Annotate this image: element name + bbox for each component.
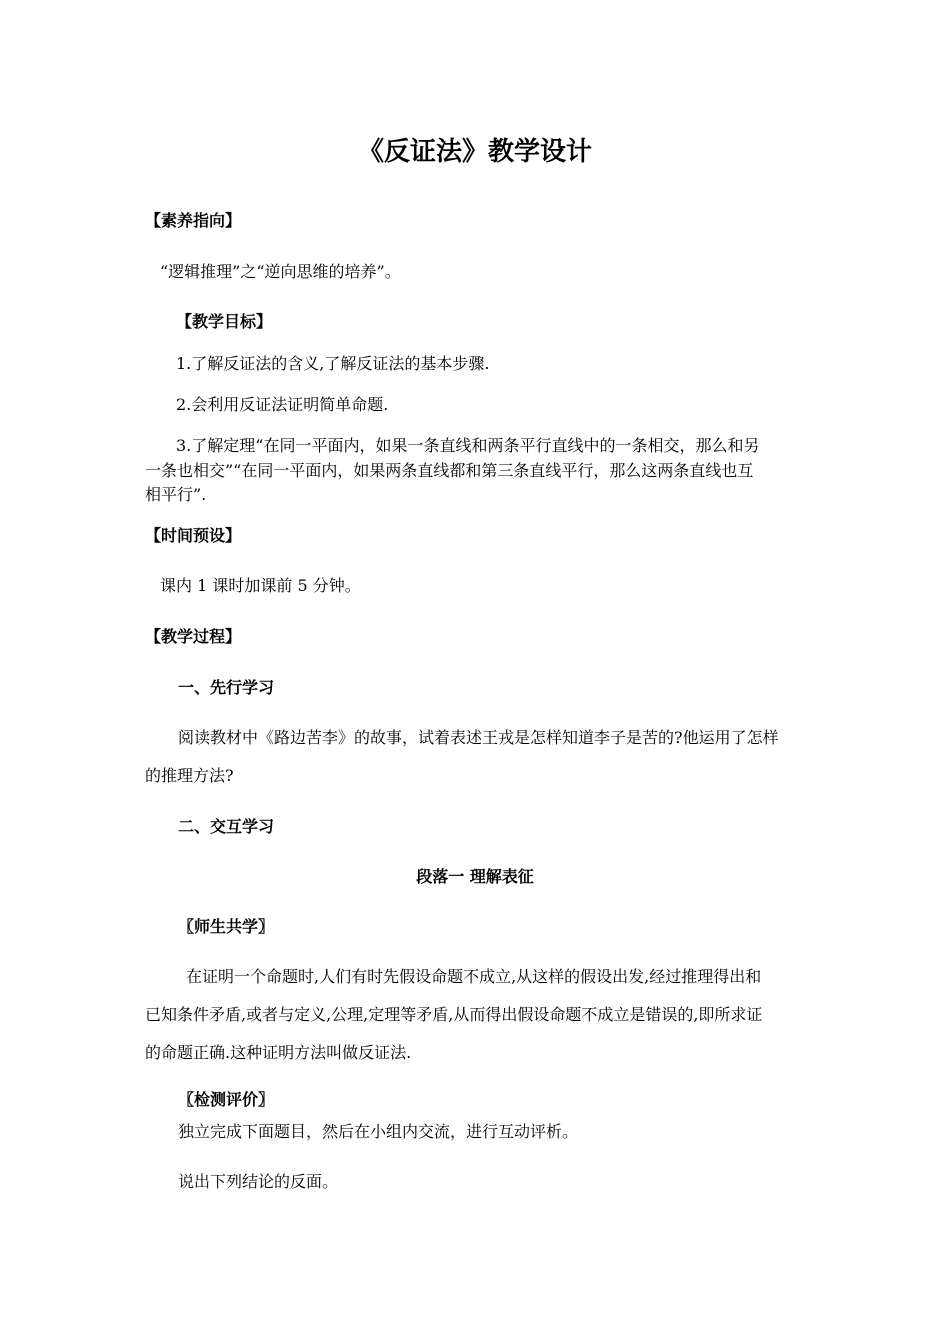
goal-item-2: 2.会利用反证法证明简单命题. (176, 395, 389, 414)
goal-item-1: 1.了解反证法的含义,了解反证法的基本步骤. (176, 354, 490, 373)
step-2-heading: 二、交互学习 (178, 817, 275, 836)
test-text-line-2: 说出下列结论的反面。 (178, 1172, 339, 1191)
time-heading: 【时间预设】 (145, 526, 242, 545)
step-1-text-line-2: 的推理方法? (145, 766, 234, 785)
co-learn-text-line-3: 的命题正确.这种证明方法叫做反证法. (145, 1043, 412, 1062)
document-title: 《反证法》教学设计 (357, 137, 592, 167)
goal-item-3-line-2: 一条也相交”“在同一平面内，如果两条直线都和第三条直线平行，那么这两条直线也互 (145, 461, 754, 480)
process-heading: 【教学过程】 (145, 627, 242, 646)
goals-heading: 【教学目标】 (176, 312, 273, 331)
co-learn-heading: 〖师生共学〗 (178, 917, 275, 936)
time-text: 课内 1 课时加课前 5 分钟。 (160, 576, 361, 595)
goal-item-3-line-3: 相平行”. (145, 485, 207, 504)
step-1-text-line-1: 阅读教材中《路边苦李》的故事，试着表述王戎是怎样知道李子是苦的?他运用了怎样 (178, 728, 779, 747)
goal-item-3-line-1: 3.了解定理“在同一平面内，如果一条直线和两条平行直线中的一条相交，那么和另 (176, 436, 760, 455)
co-learn-text-line-1: 在证明一个命题时,人们有时先假设命题不成立,从这样的假设出发,经过推理得出和 (186, 967, 762, 986)
co-learn-text-line-2: 已知条件矛盾,或者与定义,公理,定理等矛盾,从而得出假设命题不成立是错误的,即所求证 (145, 1005, 763, 1024)
step-1-heading: 一、先行学习 (178, 678, 275, 697)
literacy-text: “逻辑推理”之“逆向思维的培养”。 (160, 262, 401, 281)
literacy-heading: 【素养指向】 (145, 211, 242, 230)
test-heading: 〖检测评价〗 (178, 1090, 275, 1109)
test-text-line-1: 独立完成下面题目，然后在小组内交流，进行互动评析。 (178, 1122, 579, 1141)
section-heading: 段落一 理解表征 (416, 867, 534, 886)
